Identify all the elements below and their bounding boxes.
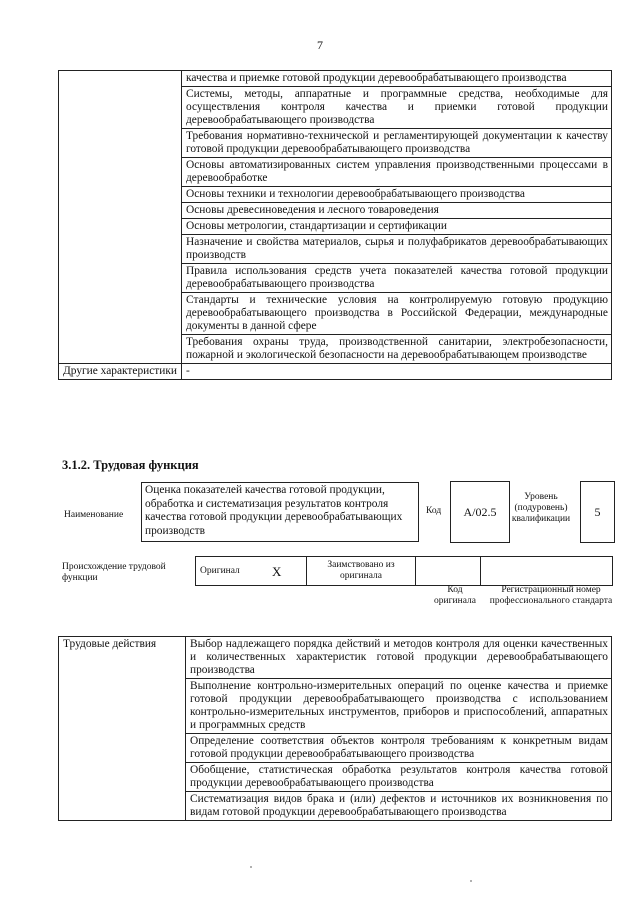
origin-label: Происхождение трудовой функции [62,562,166,583]
function-name-box: Оценка показателей качества готовой продукции, обработка и систематизация результатов контроля качества готовой продукции деревообрабатывающих производств [141,482,419,542]
table-cell: Требования нормативно-технической и регламентирующей документации к качеству готовой продукции деревообрабатывающего производства [182,129,612,158]
scan-speck [470,880,472,882]
labour-actions-label: Трудовые действия [59,637,186,821]
code-original-cell [416,557,481,586]
level-box: 5 [580,481,615,543]
table-cell: Систематизация видов брака и (или) дефектов и источников их возникновения по видам готовой продукции деревообрабатывающего производства [186,792,612,821]
page-number: 7 [317,38,323,52]
section-heading: 3.1.2. Трудовая функция [62,458,199,472]
name-label: Наименование [64,510,124,520]
table-row [59,637,612,679]
table-row [196,557,613,586]
level-label: Уровень (подуровень) квалификации [511,492,571,524]
code-original-caption: Код оригинала [434,585,476,606]
table-cell: Системы, методы, аппаратные и программные средства, необходимые для осуществления контроля качества и приемки готовой продукции деревообрабатывающего производства [182,87,612,129]
code-label: Код [426,506,442,516]
table-cell: Требования охраны труда, производственной санитарии, электробезопасности, пожарной и экологической безопасности на деревообрабатывающем производстве [182,335,612,364]
table-row [59,71,612,87]
origin-table [195,556,613,586]
other-characteristics-value: - [182,364,612,380]
table-cell: Обобщение, статистическая обработка результатов контроля качества готовой продукции деревообрабатывающего производства [186,763,612,792]
table-cell: Основы древесиноведения и лесного товароведения [182,203,612,219]
reg-number-cell [481,557,613,586]
original-mark: X [268,557,307,586]
other-characteristics-label: Другие характеристики [59,364,182,380]
table-cell: Основы техники и технологии деревообрабатывающего производства [182,187,612,203]
reg-number-caption: Регистрационный номер профессионального стандарта [489,585,613,606]
original-label: Оригинал [196,557,269,586]
table-cell: Стандарты и технические условия на контролируемую готовую продукцию деревообрабатывающего производства в Российской Федерации, международные документы в данной сфере [182,293,612,335]
table-cell: Определение соответствия объектов контроля требованиям к конкретным видам готовой продукции деревообрабатывающего производства [186,734,612,763]
table-cell: Выбор надлежащего порядка действий и методов контроля для оценки качественных и количественных характеристик готовой продукции деревообрабатывающего производства [186,637,612,679]
borrowed-label: Заимствовано из оригинала [307,557,416,586]
labour-actions-table [58,636,612,821]
table-cell: Основы автоматизированных систем управления производственными процессами в деревообработке [182,158,612,187]
table-cell: Правила использования средств учета показателей качества готовой продукции деревообрабатывающего производства [182,264,612,293]
table-cell: Назначение и свойства материалов, сырья и полуфабрикатов деревообрабатывающих производств [182,235,612,264]
table-left-cell [59,71,182,364]
table-row [59,364,612,380]
code-box: А/02.5 [450,481,510,543]
table-cell: Выполнение контрольно-измерительных операций по оценке качества и приемке готовой продукции деревообрабатывающего производства с использованием контрольно-измерительных инструментов, приборов и приспособлений, аппаратных и программных средств [186,679,612,734]
scan-speck [250,866,252,868]
knowledge-table [58,70,612,380]
table-cell: Основы метрологии, стандартизации и сертификации [182,219,612,235]
table-cell: качества и приемке готовой продукции деревообрабатывающего производства [182,71,612,87]
